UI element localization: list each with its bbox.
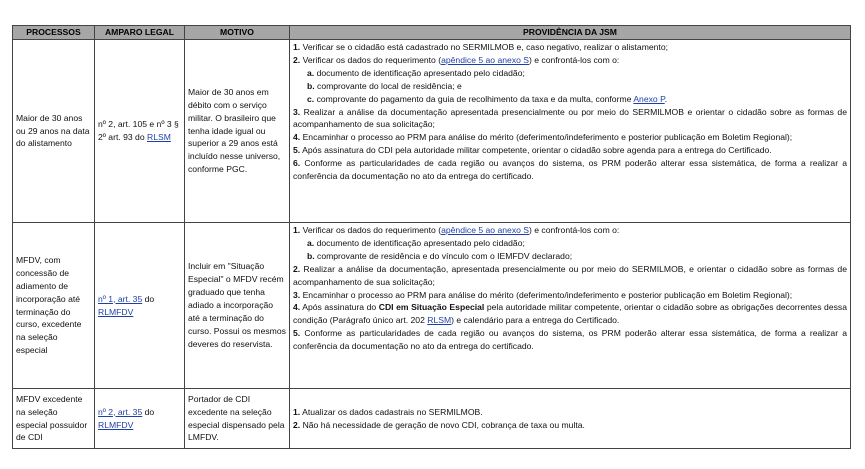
amparo-cell: nº 2, art. 35 do RLMFDV	[95, 389, 185, 449]
amparo-cell: nº 2, art. 105 e nº 3 § 2º art. 93 do RLSM	[95, 40, 185, 223]
table-row	[13, 223, 851, 389]
sub-step-item: a. documento de identificação apresentado pelo cidadão;	[307, 67, 525, 78]
step-item: 4. Encaminhar o processo ao PRM para análise do mérito (deferimento/indeferimento e posterior publicação em Boletim Regional);	[293, 132, 793, 143]
rlsm-link[interactable]: RLSM	[427, 315, 452, 326]
anexo-p-link[interactable]: Anexo P	[633, 93, 665, 104]
sub-step-item: b. comprovante de residência e do vínculo com o IEMFDV declarado;	[307, 250, 573, 261]
step-item: 2. Verificar os dados do requerimento (apêndice 5 ao anexo S) e confrontá-los com o:	[293, 54, 620, 65]
sub-step-item: b. comprovante do local de residência; e	[307, 80, 462, 91]
header-processos: PROCESSOS	[13, 26, 95, 40]
sub-step-item: a. documento de identificação apresentado pelo cidadão;	[307, 237, 525, 248]
motivo-cell: Portador de CDI excedente na seleção especial dispensado pela LMFDV.	[185, 389, 290, 449]
processo-cell: Maior de 30 anos ou 29 anos na data do alistamento	[13, 40, 95, 223]
rlsm-link[interactable]: RLSM	[147, 132, 171, 142]
step-item: 5. Conforme as particularidades de cada região ou avanços do sistema, os PRM poderão alterar essa sistemática, de forma a realizar a conferência da documentação no ato da entrega do certificado.	[293, 328, 847, 352]
apendice-link[interactable]: apêndice 5 ao anexo S	[441, 54, 530, 65]
step-item: 3. Realizar a análise da documentação apresentada presencialmente ou por meio do SERMILMOB e orientar o cidadão sobre as formas de acompanhamento de sua solicitação;	[293, 106, 847, 130]
rlmfdv-link[interactable]: RLMFDV	[98, 306, 134, 317]
header-row	[13, 26, 851, 40]
step-item: 1. Verificar se o cidadão está cadastrado no SERMILMOB e, caso negativo, realizar o alistamento;	[293, 42, 668, 52]
rlmfdv-link[interactable]: RLMFDV	[98, 419, 134, 430]
header-amparo-legal: AMPARO LEGAL	[95, 26, 185, 40]
art-35-link[interactable]: nº 2, art. 35	[98, 406, 143, 417]
motivo-cell: Maior de 30 anos em débito com o serviço militar. O brasileiro que tenha idade igual ou superior a 29 anos está incluído nesse universo, conforme PGC.	[185, 40, 290, 223]
sub-step-item: c. comprovante do pagamento da guia de recolhimento da taxa e da multa, conforme Anexo P.	[307, 93, 668, 104]
processo-cell: MFDV, com concessão de adiamento de incorporação até terminação do curso, excedente na seleção especial	[13, 223, 95, 389]
step-item: 2. Não há necessidade de geração de novo CDI, cobrança de taxa ou multa.	[293, 419, 585, 430]
providencia-cell	[290, 389, 851, 449]
apendice-link[interactable]: apêndice 5 ao anexo S	[441, 225, 530, 235]
step-item: 6. Conforme as particularidades de cada região ou avanços do sistema, os PRM poderão alterar essa sistemática, de forma a realizar a conferência da documentação no ato da entrega do certificado.	[293, 158, 847, 182]
table-row	[13, 40, 851, 223]
header-motivo: MOTIVO	[185, 26, 290, 40]
step-item: 5. Após assinatura do CDI pela autoridade militar competente, orientar o cidadão sobre agenda para a entrega do Certificado.	[293, 145, 772, 156]
step-item: 1. Verificar os dados do requerimento (apêndice 5 ao anexo S) e confrontá-los com o:	[293, 225, 620, 235]
motivo-cell: Incluir em "Situação Especial" o MFDV recém graduado que tenha adiado a incorporação até a terminação do curso. Possui os mesmos deveres do reservista.	[185, 223, 290, 389]
amparo-cell: nº 1, art. 35 do RLMFDV	[95, 223, 185, 389]
jsm-procedures-table	[12, 25, 851, 449]
step-item: 1. Atualizar os dados cadastrais no SERMILMOB.	[293, 406, 483, 417]
step-item: 2. Realizar a análise da documentação, apresentada presencialmente ou por meio do SERMILMOB, e orientar o cidadão sobre as formas de acompanhamento de sua solicitação;	[293, 263, 847, 287]
table-row	[13, 389, 851, 449]
art-35-link[interactable]: nº 1, art. 35	[98, 293, 143, 304]
step-item: 4. Após assinatura do CDI em Situação Especial pela autoridade militar competente, orientar o cidadão sobre as obrigações decorrentes dessa condição (Parágrafo único art. 202 RLSM) e calendário para a entrega do Certificado.	[293, 302, 847, 326]
providencia-cell	[290, 40, 851, 223]
processo-cell: MFDV excedente na seleção especial possuidor de CDI	[13, 389, 95, 449]
header-providencia: PROVIDÊNCIA DA JSM	[290, 26, 851, 40]
step-item: 3. Encaminhar o processo ao PRM para análise do mérito (deferimento/indeferimento e posterior publicação em Boletim Regional);	[293, 289, 793, 300]
providencia-cell	[290, 223, 851, 389]
